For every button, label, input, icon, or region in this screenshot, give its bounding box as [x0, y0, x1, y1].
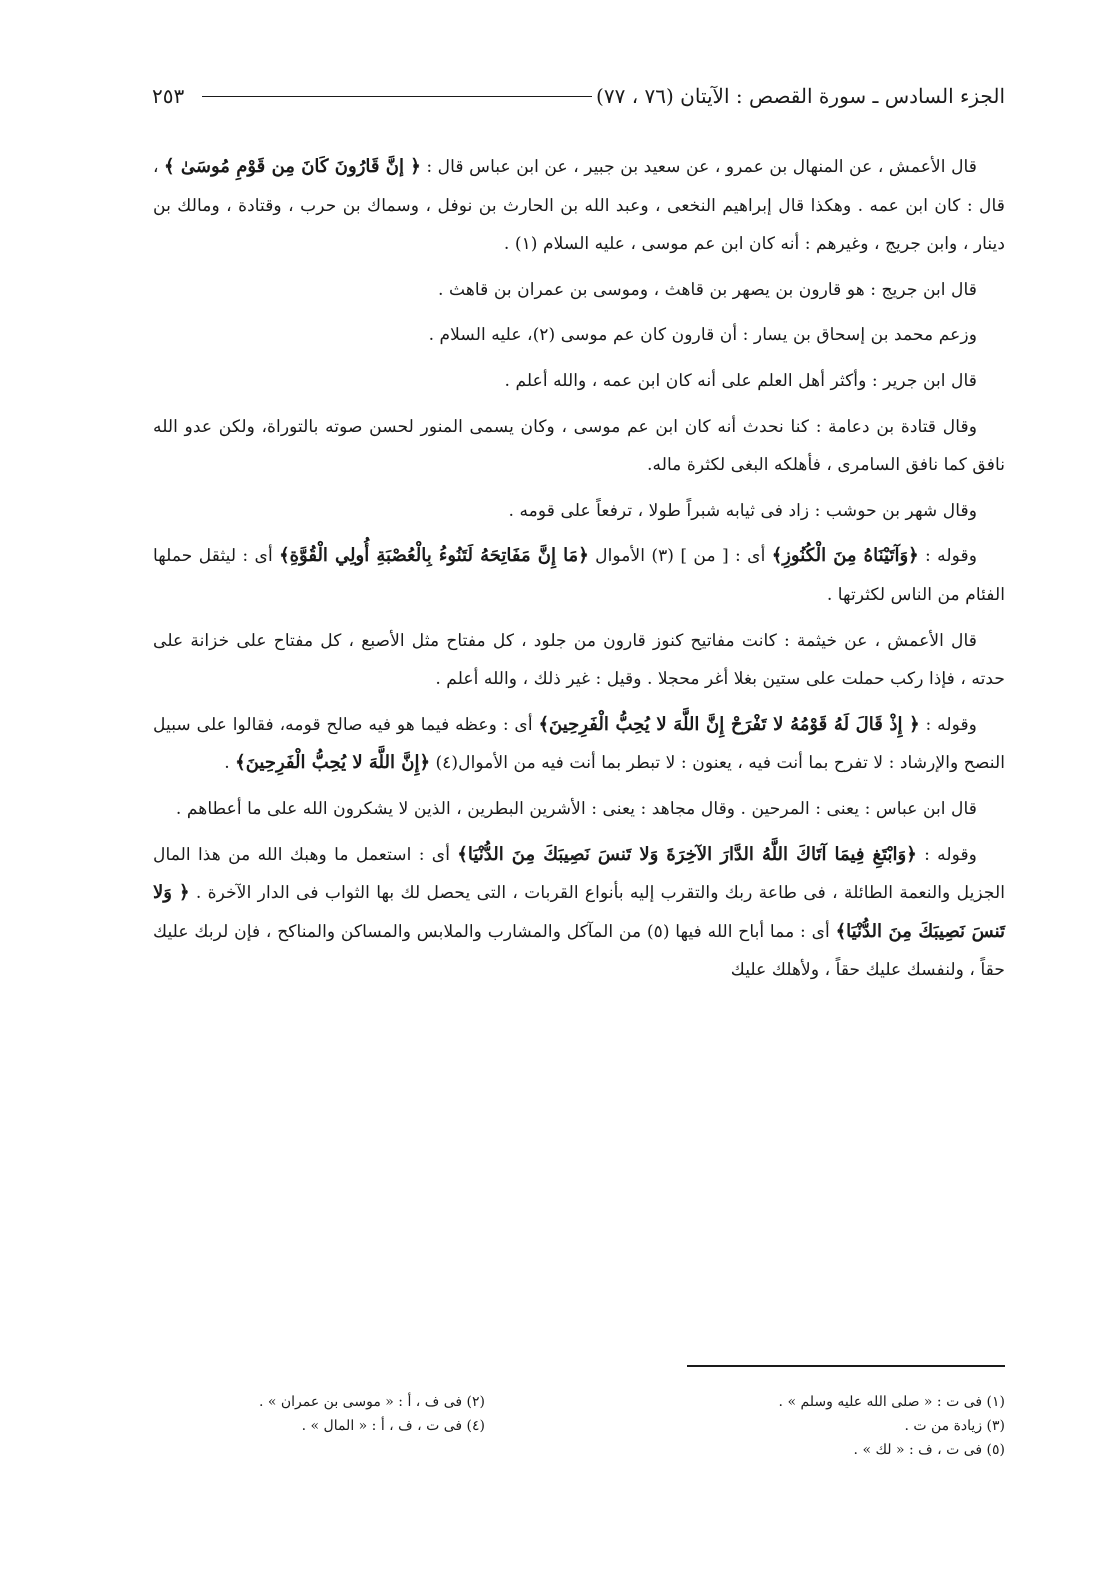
paragraph: [153, 537, 1005, 614]
footnotes-right-column: [565, 1390, 1005, 1462]
paragraph-text: وزعم محمد بن إسحاق بن يسار : أن قارون كان عم موسى (٢)، عليه السلام .: [428, 325, 977, 346]
paragraph-text: أى : استعمل ما وهبك الله من هذا المال الجزيل والنعمة الطائلة ، فى طاعة ربك والتقرب إليه بأنواع القربات ، التى يحصل لك بها الثواب فى الدار الآخرة .: [153, 844, 1005, 904]
paragraph-text: أى : ليثقل حملها الفئام من الناس لكثرتها .: [153, 546, 1005, 605]
paragraph-text: وقوله :: [919, 714, 977, 735]
paragraph-text: أى : مما أباح الله فيها (٥) من المآكل والمشارب والملابس والمساكن والمناكح ، فإن لربك عليك حقاً ، ولنفسك عليك حقاً ، ولأهلك عليك: [153, 921, 1005, 981]
paragraph: [153, 271, 1005, 310]
paragraph-text: أى : [ من ] (٣) الأموال: [588, 546, 772, 567]
paragraph-text: قال ابن عباس : يعنى : المرحين . وقال مجاهد : يعنى : الأشرين البطرين ، الذين لا يشكرون الله على ما أعطاهم .: [175, 798, 977, 819]
quran-verse: ﴿ وَلا تَنسَ نَصِيبَكَ مِنَ الدُّنْيَا﴾: [153, 882, 1006, 942]
main-text: [153, 148, 1005, 997]
quran-verse: ﴿ إِذْ قَالَ لَهُ قَوْمُهُ لا تَفْرَحْ إِنَّ اللَّهَ لا يُحِبُّ الْفَرِحِينَ﴾: [538, 713, 920, 735]
quran-verse: ﴿مَا إِنَّ مَفَاتِحَهُ لَتَنُوءُ بِالْعُصْبَةِ أُولِي الْقُوَّةِ﴾: [279, 545, 589, 567]
page-number: ٢٥٣: [152, 84, 185, 108]
paragraph-text: أى : وعظه فيما هو فيه صالح قومه، فقالوا على سبيل النصح والإرشاد : لا تفرح بما أنت فيه ، يعنون : لا تبطر بما أنت فيه من الأموال(٤): [153, 714, 1005, 774]
paragraph-text: .: [224, 753, 236, 774]
paragraph: [153, 790, 1005, 829]
paragraph-text: وقوله :: [916, 844, 977, 865]
paragraph-text: قال الأعمش ، عن خيثمة : كانت مفاتيح كنوز قارون من جلود ، كل مفتاح مثل الأصبع ، كل مفتاح على خزانة على حدته ، فإذا ركب حملت على ستين بغلا أغر محجلا . وقيل : غير ذلك ، والله أعلم .: [153, 630, 1005, 690]
paragraph: [153, 492, 1005, 531]
paragraph-text: قال الأعمش ، عن المنهال بن عمرو ، عن سعيد بن جبير ، عن ابن عباس قال :: [420, 157, 978, 177]
footnote-2: (٢) فى ف ، أ : « موسى بن عمران » .: [258, 1394, 485, 1410]
quran-verse: ﴿وَآتَيْنَاهُ مِنَ الْكُنُوزِ﴾: [771, 545, 919, 567]
quran-verse: ﴿ إنَّ قَارُونَ كَانَ مِن قَوْمِ مُوسَىٰ ﴾: [164, 156, 421, 177]
paragraph: [153, 622, 1005, 699]
paragraph: [153, 148, 1005, 264]
paragraph-text: وقال قتادة بن دعامة : كنا نحدث أنه كان ابن عم موسى ، وكان يسمى المنور لحسن صوته بالتوراة، ولكن عدو الله نافق كما نافق السامرى ، فأهلكه البغى لكثرة ماله.: [153, 416, 1005, 476]
paragraph: [153, 362, 1005, 401]
paragraph: [153, 408, 1005, 485]
running-header: [152, 84, 1005, 108]
footnotes-left-column: [155, 1390, 485, 1438]
paragraph-text: ، قال : كان ابن عمه . وهكذا قال إبراهيم النخعى ، وعبد الله بن الحارث بن نوفل ، وسماك بن حرب ، وقتادة ، ومالك بن دينار ، وابن جريج ، وغيرهم : أنه كان ابن عم موسى ، عليه السلام (١) .: [153, 157, 1005, 255]
paragraph-text: قال ابن جرير : وأكثر أهل العلم على أنه كان ابن عمه ، والله أعلم .: [504, 370, 977, 391]
paragraph-text: وقال شهر بن حوشب : زاد فى ثيابه شبراً طولا ، ترفعاً على قومه .: [508, 500, 977, 521]
paragraph: [153, 836, 1005, 990]
running-title: الجزء السادس ـ سورة القصص : الآيتان (٧٦ ، ٧٧): [596, 84, 1005, 108]
paragraph: [153, 706, 1005, 783]
footnote-4: (٤) فى ت ، ف ، أ : « المال » .: [301, 1418, 485, 1434]
footnote-3: (٣) زيادة من ت .: [904, 1418, 1005, 1434]
footnote-divider: [687, 1365, 1005, 1367]
footnote-5: (٥) فى ت ، ف : « لك » .: [853, 1442, 1005, 1458]
header-rule: [202, 96, 592, 97]
quran-verse: ﴿إِنَّ اللَّهَ لا يُحِبُّ الْفَرِحِينَ﴾: [235, 752, 430, 774]
paragraph-text: وقوله :: [918, 546, 978, 567]
footnote-1: (١) فى ت : « صلى الله عليه وسلم » .: [778, 1394, 1005, 1410]
quran-verse: ﴿وَابْتَغِ فِيمَا آتَاكَ اللَّهُ الدَّارَ الآخِرَةَ وَلا تَنسَ نَصِيبَكَ مِنَ الدُّنْيَا﴾: [457, 843, 917, 865]
paragraph: [153, 316, 1005, 355]
paragraph-text: قال ابن جريج : هو قارون بن يصهر بن قاهث ، وموسى بن عمران بن قاهث .: [438, 279, 977, 300]
